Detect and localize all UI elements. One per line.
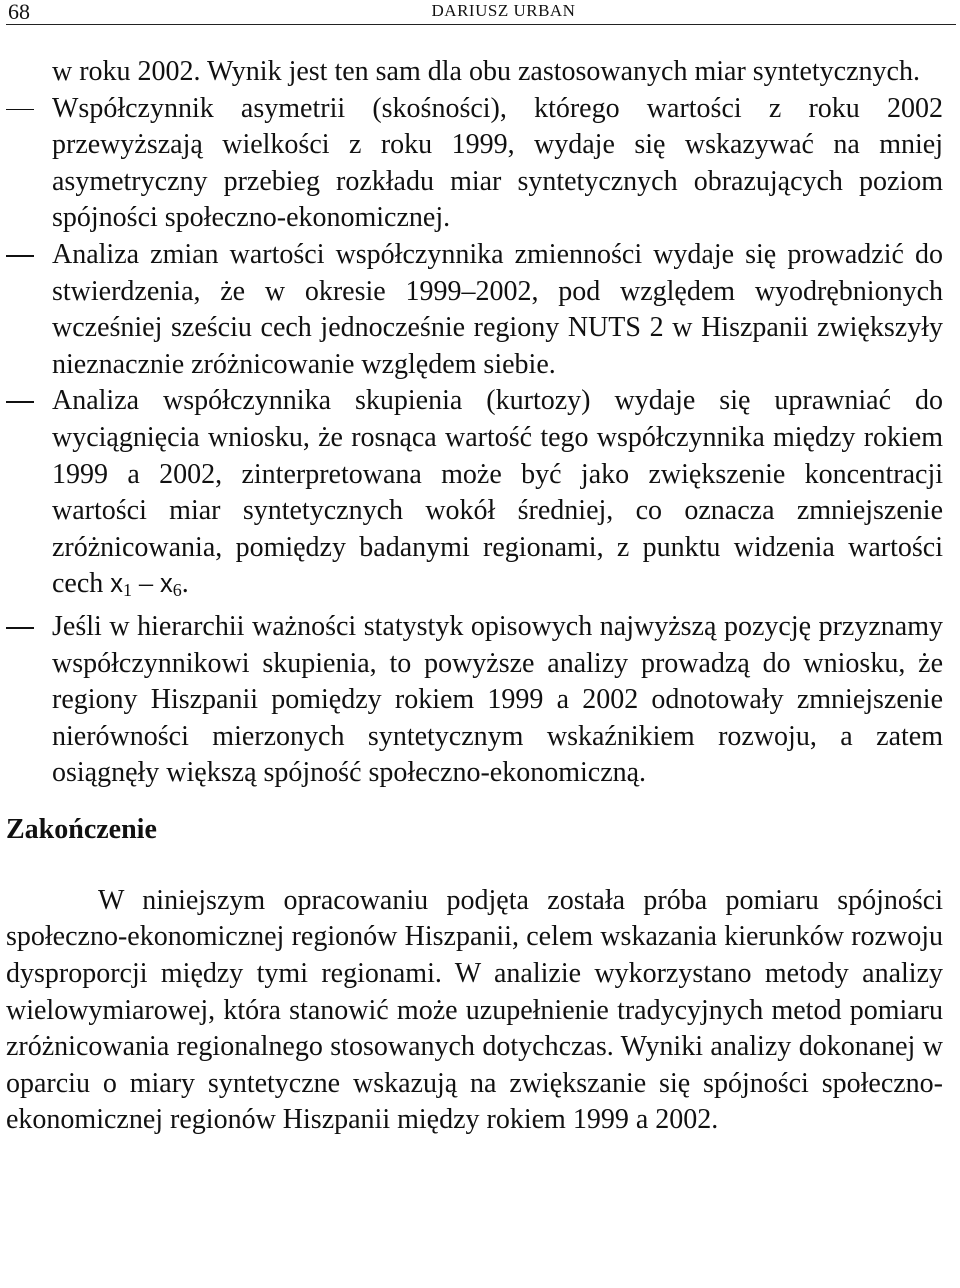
list-item-text: Analiza zmian wartości współczynnika zmienności wydaje się prowadzić do stwierdzenia, że w okresie 1999–2002, pod względem wyodrębnionych wcześniej sześciu cech jednocześnie regiony NUTS 2 w Hiszpanii zwiększyły nieznacznie zróżnicowanie względem siebie.: [52, 238, 943, 380]
list-item-text: Jeśli w hierarchii ważności statystyk opisowych najwyższą pozycję przyznamy współczynnikowi skupienia, to powyższe analizy prowadzą do wniosku, że regiony Hiszpanii pomiędzy rokiem 1999 a 2002 odnotowały zmniejszenie nierówności mierzonych syntetycznym wskaźnikiem rozwoju, a zatem osiągnęły większą spójność społeczno-ekonomiczną.: [52, 610, 943, 789]
dash-bullet: [6, 109, 34, 111]
running-head: DARIUSZ URBAN: [431, 1, 576, 20]
continuation-paragraph: w roku 2002. Wynik jest ten sam dla obu zastosowanych miar syntetycznych.: [52, 56, 920, 87]
dash-bullet: [6, 255, 34, 257]
dash-bullet: [6, 401, 34, 403]
document-body: [6, 54, 943, 1139]
section-paragraph: W niniejszym opracowaniu podjęta została próba pomiaru spójności społeczno-ekonomicznej regionów Hiszpanii, celem wskazania kierunków rozwoju dysproporcji między tymi regionami. W analizie wykorzystano metody analizy wielowymiarowej, która stanowić może uzupełnienie tradycyjnych metod pomiaru zróżnicowania regionalnego stosowanych dotychczas. Wyniki analizy dokonanej w oparciu o miary syntetyczne wskazują na zwiększanie się spójności społeczno-ekonomicznej regionów Hiszpanii między rokiem 1999 a 2002.: [6, 884, 943, 1136]
variable-x: x: [110, 570, 124, 599]
list-item: [6, 237, 943, 383]
dash-bullet: [6, 627, 34, 629]
subscript: 6: [172, 580, 182, 601]
list-item-text: Analiza współczynnika skupienia (kurtozy) wydaje się uprawniać do wyciągnięcia wniosku, że rosnąca wartość tego współczynnika między rokiem 1999 a 2002, zinterpretowana może być jako zwiększenie koncentracji wartości miar syntetycznych wokół średniej, co oznacza zmniejszenie zróżnicowania, pomiędzy badanymi regionami, z punktu widzenia wartości cech: [52, 385, 943, 600]
separator: –: [132, 568, 161, 600]
subscript: 1: [123, 580, 133, 601]
variable-x: x: [160, 570, 173, 599]
section-heading: Zakończenie: [6, 813, 157, 845]
sentence-end: .: [181, 568, 189, 600]
list-item: [6, 609, 943, 792]
list-item-text: Współczynnik asymetrii (skośności), którego wartości z roku 2002 przewyższają wielkości z roku 1999, wydaje się wskazywać na mniej asymetryczny przebieg rozkładu miar syntetycznych obrazujących poziom spójności społeczno-ekonomicznej.: [52, 92, 943, 234]
list-item: [6, 91, 943, 237]
list-item: [6, 383, 943, 609]
page-number: 68: [8, 0, 30, 24]
page-header: [6, 0, 956, 25]
